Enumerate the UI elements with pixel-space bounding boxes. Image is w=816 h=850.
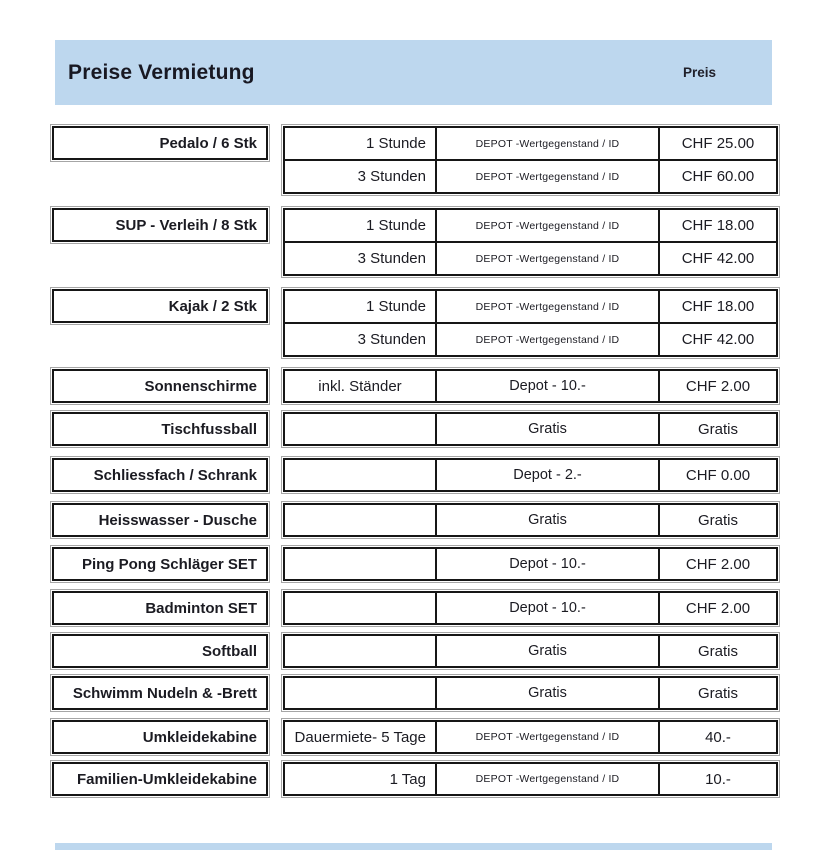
table-row bbox=[285, 722, 776, 752]
price-cell: CHF 2.00 bbox=[685, 555, 751, 573]
duration-cell bbox=[285, 549, 437, 579]
deposit-cell: DEPOT -Wertgegenstand / ID bbox=[437, 161, 660, 192]
row-kajak bbox=[52, 289, 778, 357]
footer-accent-bar bbox=[55, 843, 772, 850]
deposit-cell: Depot - 10.- bbox=[437, 593, 660, 623]
row-schwimm-nudeln bbox=[52, 676, 778, 710]
deposit-cell: DEPOT -Wertgegenstand / ID bbox=[437, 210, 660, 241]
item-name: Familien-Umkleidekabine bbox=[52, 762, 268, 796]
item-name: SUP - Verleih / 8 Stk bbox=[52, 208, 268, 242]
table-row bbox=[285, 128, 776, 159]
duration-cell: inkl. Ständer bbox=[285, 371, 437, 401]
table-row bbox=[285, 549, 776, 579]
detail-table bbox=[283, 547, 778, 581]
deposit-cell: DEPOT -Wertgegenstand / ID bbox=[437, 764, 660, 794]
table-row bbox=[285, 460, 776, 490]
detail-table bbox=[283, 720, 778, 754]
price-cell: CHF 2.00 bbox=[685, 377, 751, 395]
table-row bbox=[285, 678, 776, 708]
item-name: Heisswasser - Dusche bbox=[52, 503, 268, 537]
duration-cell bbox=[285, 414, 437, 444]
deposit-cell: Gratis bbox=[437, 414, 660, 444]
deposit-cell: Gratis bbox=[437, 636, 660, 666]
duration-cell bbox=[285, 505, 437, 535]
row-sonnenschirme bbox=[52, 369, 778, 403]
duration-cell bbox=[285, 460, 437, 490]
detail-table bbox=[283, 369, 778, 403]
item-name: Ping Pong Schläger SET bbox=[52, 547, 268, 581]
price-cell: 10.- bbox=[705, 770, 731, 788]
page-title: Preise Vermietung bbox=[68, 60, 255, 84]
item-name: Schwimm Nudeln & -Brett bbox=[52, 676, 268, 710]
detail-table bbox=[283, 591, 778, 625]
detail-table bbox=[283, 503, 778, 537]
duration-cell bbox=[285, 636, 437, 666]
table-row bbox=[285, 241, 776, 274]
row-softball bbox=[52, 634, 778, 668]
detail-table bbox=[283, 208, 778, 276]
duration-cell: 1 Stunde bbox=[285, 210, 437, 241]
row-sup-verleih bbox=[52, 208, 778, 276]
deposit-cell: Gratis bbox=[437, 505, 660, 535]
row-tischfussball bbox=[52, 412, 778, 446]
deposit-cell: Depot - 10.- bbox=[437, 549, 660, 579]
table-row bbox=[285, 371, 776, 401]
duration-cell bbox=[285, 678, 437, 708]
item-name: Umkleidekabine bbox=[52, 720, 268, 754]
deposit-cell: DEPOT -Wertgegenstand / ID bbox=[437, 324, 660, 355]
table-row bbox=[285, 764, 776, 794]
detail-table bbox=[283, 458, 778, 492]
detail-table bbox=[283, 126, 778, 194]
item-name: Schliessfach / Schrank bbox=[52, 458, 268, 492]
item-name: Pedalo / 6 Stk bbox=[52, 126, 268, 160]
detail-table bbox=[283, 412, 778, 446]
table-row bbox=[285, 636, 776, 666]
duration-cell: 1 Stunde bbox=[285, 128, 437, 159]
row-heisswasser-dusche bbox=[52, 503, 778, 537]
row-familien-umkleidekabine bbox=[52, 762, 778, 796]
table-row bbox=[285, 210, 776, 241]
detail-table bbox=[283, 289, 778, 357]
price-cell: Gratis bbox=[697, 511, 738, 529]
table-row bbox=[285, 414, 776, 444]
item-name: Kajak / 2 Stk bbox=[52, 289, 268, 323]
price-cell: 40.- bbox=[705, 728, 731, 746]
detail-table bbox=[283, 634, 778, 668]
table-row bbox=[285, 593, 776, 623]
price-cell: CHF 25.00 bbox=[681, 135, 755, 152]
sheet-header bbox=[55, 40, 772, 105]
deposit-cell: Depot - 10.- bbox=[437, 371, 660, 401]
duration-cell: 3 Stunden bbox=[285, 161, 437, 192]
row-pedalo bbox=[52, 126, 778, 194]
price-cell: Gratis bbox=[697, 420, 738, 438]
duration-cell: 1 Tag bbox=[285, 764, 437, 794]
price-cell: CHF 2.00 bbox=[685, 599, 751, 617]
duration-cell: 3 Stunden bbox=[285, 243, 437, 274]
duration-cell: Dauermiete- 5 Tage bbox=[285, 722, 437, 752]
duration-cell: 1 Stunde bbox=[285, 291, 437, 322]
item-name: Tischfussball bbox=[52, 412, 268, 446]
duration-cell: 3 Stunden bbox=[285, 324, 437, 355]
deposit-cell: DEPOT -Wertgegenstand / ID bbox=[437, 243, 660, 274]
row-schliessfach bbox=[52, 458, 778, 492]
price-cell: Gratis bbox=[697, 642, 738, 660]
row-ping-pong-set bbox=[52, 547, 778, 581]
price-cell: CHF 42.00 bbox=[681, 331, 755, 348]
item-name: Softball bbox=[52, 634, 268, 668]
table-row bbox=[285, 291, 776, 322]
detail-table bbox=[283, 676, 778, 710]
deposit-cell: Gratis bbox=[437, 678, 660, 708]
deposit-cell: Depot - 2.- bbox=[437, 460, 660, 490]
item-name: Badminton SET bbox=[52, 591, 268, 625]
table-row bbox=[285, 322, 776, 355]
row-badminton-set bbox=[52, 591, 778, 625]
item-name: Sonnenschirme bbox=[52, 369, 268, 403]
price-cell: CHF 60.00 bbox=[681, 168, 755, 185]
deposit-cell: DEPOT -Wertgegenstand / ID bbox=[437, 722, 660, 752]
price-cell: CHF 42.00 bbox=[681, 250, 755, 267]
detail-table bbox=[283, 762, 778, 796]
row-umkleidekabine bbox=[52, 720, 778, 754]
price-column-header: Preis bbox=[682, 65, 716, 80]
price-table bbox=[52, 126, 778, 796]
price-cell: CHF 18.00 bbox=[681, 298, 755, 315]
deposit-cell: DEPOT -Wertgegenstand / ID bbox=[437, 291, 660, 322]
price-cell: CHF 18.00 bbox=[681, 217, 755, 234]
price-cell: CHF 0.00 bbox=[685, 466, 751, 484]
deposit-cell: DEPOT -Wertgegenstand / ID bbox=[437, 128, 660, 159]
duration-cell bbox=[285, 593, 437, 623]
table-row bbox=[285, 505, 776, 535]
price-cell: Gratis bbox=[697, 684, 738, 702]
table-row bbox=[285, 159, 776, 192]
